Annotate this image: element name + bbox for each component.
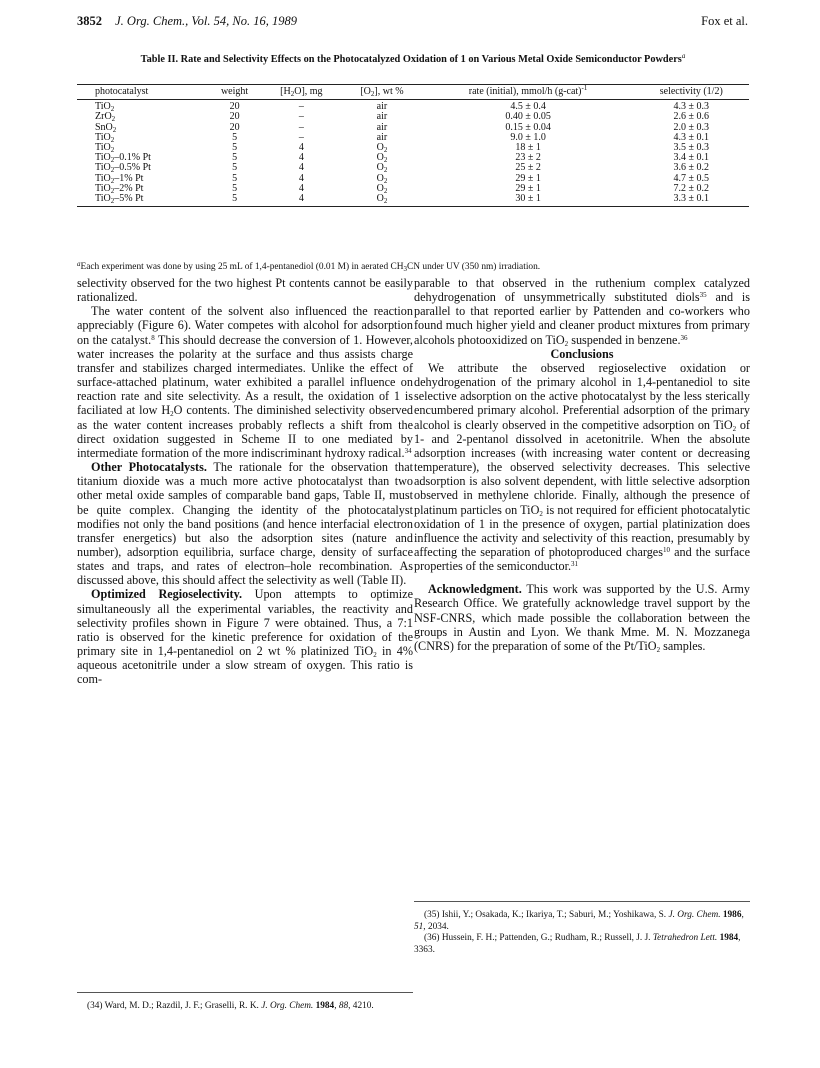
- cell-oxygen: $O_2$: [376, 142, 388, 155]
- cell-photocatalyst: TiO$_2$: [95, 101, 115, 114]
- cell-oxygen: air: [376, 121, 388, 133]
- cell-water: 4: [298, 162, 304, 174]
- journal-citation: J. Org. Chem., Vol. 54, No. 16, 1989: [115, 14, 297, 28]
- paragraph: Acknowledgment. This work was supported by the U.S. Army Research Office. We gratefully acknowledge travel support by the NSF-CNRS, which made possible the collaboration between the groups in Austin and Lyon. We thank Mme. M. N. Mozzanega (CNRS) for the preparation of some of the Pt/TiO$_2$ samples.: [414, 582, 751, 654]
- page-number: 3852: [77, 14, 102, 28]
- cell-photocatalyst: SnO$_2$: [95, 121, 117, 134]
- table-row: [77, 174, 749, 184]
- col-water: $[H_2O]$, mg: [261, 85, 341, 100]
- cell-photocatalyst: ZrO$_2$: [95, 111, 116, 124]
- cell-water: 4: [261, 194, 341, 207]
- cell-weight: 5: [232, 131, 238, 143]
- cell-oxygen: air: [376, 111, 388, 123]
- table-header-row: [77, 85, 749, 100]
- cell-selectivity: 4.3 ± 0.1: [673, 131, 710, 143]
- cell-water: 4: [298, 172, 304, 184]
- table-row: [77, 112, 749, 122]
- acknowledgment-heading: Acknowledgment.: [428, 582, 522, 597]
- cell-weight: 20: [229, 111, 240, 123]
- col-selectivity: selectivity (1/2): [634, 85, 749, 100]
- table-row: [77, 143, 749, 153]
- running-author: Fox et al.: [701, 14, 748, 28]
- table-row: [77, 133, 749, 143]
- cell-weight: 5: [232, 162, 238, 174]
- table-row: [77, 194, 749, 207]
- footnote-34: (34) Ward, M. D.; Razdil, J. F.; Graselli, R. K. J. Org. Chem. 1984, 88, 4210.: [87, 1001, 374, 1011]
- cell-weight: 5: [232, 152, 238, 164]
- cell-water: 4: [298, 182, 304, 194]
- caption-footnote-mark: a: [681, 52, 686, 60]
- cell-rate: 0.15 ± 0.04: [505, 121, 551, 133]
- section-run-in-heading: Other Photocatalysts.: [91, 460, 207, 475]
- cell-oxygen: air: [376, 101, 388, 113]
- cell-rate: 25 ± 2: [515, 162, 541, 174]
- paragraph: We attribute the observed regioselective oxidation or dehydrogenation of the primary alcohol in 1,4-pentanediol to site selective adsorption on the active photocatalyst by the less sterically encumbered primary alcohol. Preferential adsorption of the primary alcohol is clearly observed in the competitive adsorption on TiO$_2$ of 1- and 2-pentanol dissolved in acetonitrile. When the absolute adsorption increases (with increasing water content or decreasing temperature), the observed selectivity decreases. This selective adsorption is also solvent dependent, with little selective adsorption observed in methylene chloride. Finally, although the presence of platinum particles on TiO$_2$ is not required for efficient photocatalytic oxidation of 1 in the presence of oxygen, partial platinization does influence the activity and selectivity of this reaction, presumably by affecting the separation of photoproduced charges$^{10}$ and the surface properties of the semiconductor.$^{31}$: [414, 360, 750, 574]
- cell-weight: 5: [208, 194, 262, 207]
- cell-rate: 30 ± 1: [423, 194, 634, 207]
- conclusions-heading: Conclusions: [550, 346, 614, 361]
- table-ii: [77, 84, 749, 207]
- running-header: [77, 14, 748, 30]
- paragraph: parable to that observed in the ruthenium complex catalyzed dehydrogenation of unsymmetrically substituted diols$^{35}$ and is parallel to that reported earlier by Pattenden and co-workers who found much higher yield and cleaner product mixtures from primary alcohols photooxidized on TiO$_2$ suspended in benzene.$^{36}$: [414, 276, 750, 348]
- cell-rate: 0.40 ± 0.05: [505, 111, 551, 123]
- cell-photocatalyst: TiO$_2$: [95, 131, 115, 144]
- cell-water: 4: [298, 152, 304, 164]
- cell-rate: 29 ± 1: [515, 182, 541, 194]
- paragraph: The water content of the solvent also influenced the reaction appreciably (Figure 6). Water competes with alcohol for adsorption on the catalyst.$^8$ This should decrease the conversion of 1. However, water increases the polarity at the surface and thus assists charge transfer and stabilizes charged intermediates. Unlike the effect of surface-attached platinum, water exhibited a parallel influence on reaction rate and site selectivity. As a result, the oxidation of 1 is faciliated at low $H_2O$ contents. The diminished selectivity observed as the water content increases probably reflects a shift from the direct oxidation suggested in Scheme II to one mediated by intermediate formation of the more indiscriminant hydroxy radical.$^{34}$: [77, 304, 413, 460]
- cell-oxygen: $O_2$: [376, 162, 388, 175]
- cell-photocatalyst: TiO$_2$–2% Pt: [95, 182, 144, 195]
- table-row: [77, 184, 749, 194]
- cell-rate: 9.0 ± 1.0: [510, 131, 546, 143]
- col-weight: weight: [208, 85, 262, 100]
- footnote-35: (35) Ishii, Y.; Osakada, K.; Ikariya, T.; Saburi, M.; Yoshikawa, S. J. Org. Chem. 1986, 51, 2034.: [414, 910, 744, 932]
- cell-weight: 5: [232, 142, 238, 154]
- cell-selectivity: 3.6 ± 0.2: [673, 162, 710, 174]
- cell-selectivity: 7.2 ± 0.2: [673, 182, 710, 194]
- paragraph: Other Photocatalysts. The rationale for the observation that titanium dioxide was a much more active photocatalyst than two other metal oxide samples of comparable band gaps, Table II, must be quite complex. Changing the identity of the photocatalyst modifies not only the band positions (and hence interfacial electron transfer energetics) but also the adsorption sites (nature and number), adsorption equilibria, surface charge, density of surface states and traps, and rates of electron–hole recombination. As discussed above, this should affect the selectivity as well (Table II).: [77, 460, 413, 588]
- cell-oxygen: air: [376, 131, 388, 143]
- cell-water: –: [298, 131, 304, 143]
- table-footnote: $^a$Each experiment was done by using 25 mL of 1,4-pentanediol (0.01 M) in aerated $CH_3CN$ under UV (350 nm) irradiation.: [77, 260, 541, 273]
- cell-selectivity: 3.5 ± 0.3: [673, 142, 710, 154]
- cell-water: 4: [298, 142, 304, 154]
- cell-weight: 5: [232, 172, 238, 184]
- cell-selectivity: 2.6 ± 0.6: [673, 111, 710, 123]
- paragraph: Optimized Regioselectivity. Upon attempts to optimize simultaneously all the experimental variables, the reactivity and selectivity profiles shown in Figure 7 were obtained. Thus, a 7:1 ratio is observed for the kinetic preference for oxidation of the primary site in 1,4-pentanediol on 2 wt % platinized TiO$_2$ in 4% aqueous acetonitrile under a slow stream of oxygen. This ratio is com-: [77, 587, 413, 687]
- cell-rate: 23 ± 2: [515, 152, 541, 164]
- cell-selectivity: 3.3 ± 0.1: [634, 194, 749, 207]
- cell-oxygen: $O_2$: [376, 152, 388, 165]
- cell-photocatalyst: TiO$_2$–5% Pt: [77, 194, 208, 207]
- cell-rate: 29 ± 1: [515, 172, 541, 184]
- section-run-in-heading: Optimized Regioselectivity.: [91, 587, 243, 602]
- table-row: [77, 163, 749, 173]
- cell-photocatalyst: TiO$_2$–1% Pt: [95, 172, 144, 185]
- cell-selectivity: 2.0 ± 0.3: [673, 121, 710, 133]
- cell-photocatalyst: TiO$_2$: [95, 142, 115, 155]
- col-oxygen: $[O_2]$, wt %: [341, 85, 422, 100]
- right-column: [414, 276, 750, 653]
- cell-weight: 5: [232, 182, 238, 194]
- cell-photocatalyst: TiO$_2$–0.1% Pt: [95, 152, 151, 165]
- left-column: [77, 276, 413, 687]
- cell-photocatalyst: TiO$_2$–0.5% Pt: [95, 162, 151, 175]
- cell-weight: 20: [229, 121, 240, 133]
- cell-selectivity: 4.7 ± 0.5: [673, 172, 710, 184]
- col-photocatalyst: photocatalyst: [77, 85, 208, 100]
- table-caption: Table II. Rate and Selectivity Effects on the Photocatalyzed Oxidation of 1 on Various Metal Oxide Semiconductor Powders$^a$: [140, 52, 686, 65]
- cell-rate: 4.5 ± 0.4: [510, 101, 546, 113]
- cell-weight: 20: [229, 101, 240, 113]
- footnotes-right: [414, 901, 750, 956]
- cell-selectivity: 4.3 ± 0.3: [673, 101, 710, 113]
- table-row: [77, 153, 749, 163]
- col-rate: rate (initial), mmol/h $(g-cat)^{-1}$: [423, 85, 634, 100]
- table-row: [77, 100, 749, 113]
- cell-selectivity: 3.4 ± 0.1: [673, 152, 710, 164]
- cell-water: –: [298, 111, 304, 123]
- cell-water: –: [298, 101, 304, 113]
- cell-oxygen: $O_2$: [341, 194, 422, 207]
- cell-oxygen: $O_2$: [376, 182, 388, 195]
- cell-oxygen: $O_2$: [376, 172, 388, 185]
- paragraph: selectivity observed for the two highest Pt contents cannot be easily rationalized.: [77, 276, 413, 305]
- table-row: [77, 123, 749, 133]
- footnotes-left: [77, 992, 413, 1013]
- cell-rate: 18 ± 1: [515, 142, 541, 154]
- footnote-36: (36) Hussein, F. H.; Pattenden, G.; Rudham, R.; Russell, J. J. Tetrahedron Lett. 1984, 3363.: [414, 933, 741, 955]
- cell-water: –: [298, 121, 304, 133]
